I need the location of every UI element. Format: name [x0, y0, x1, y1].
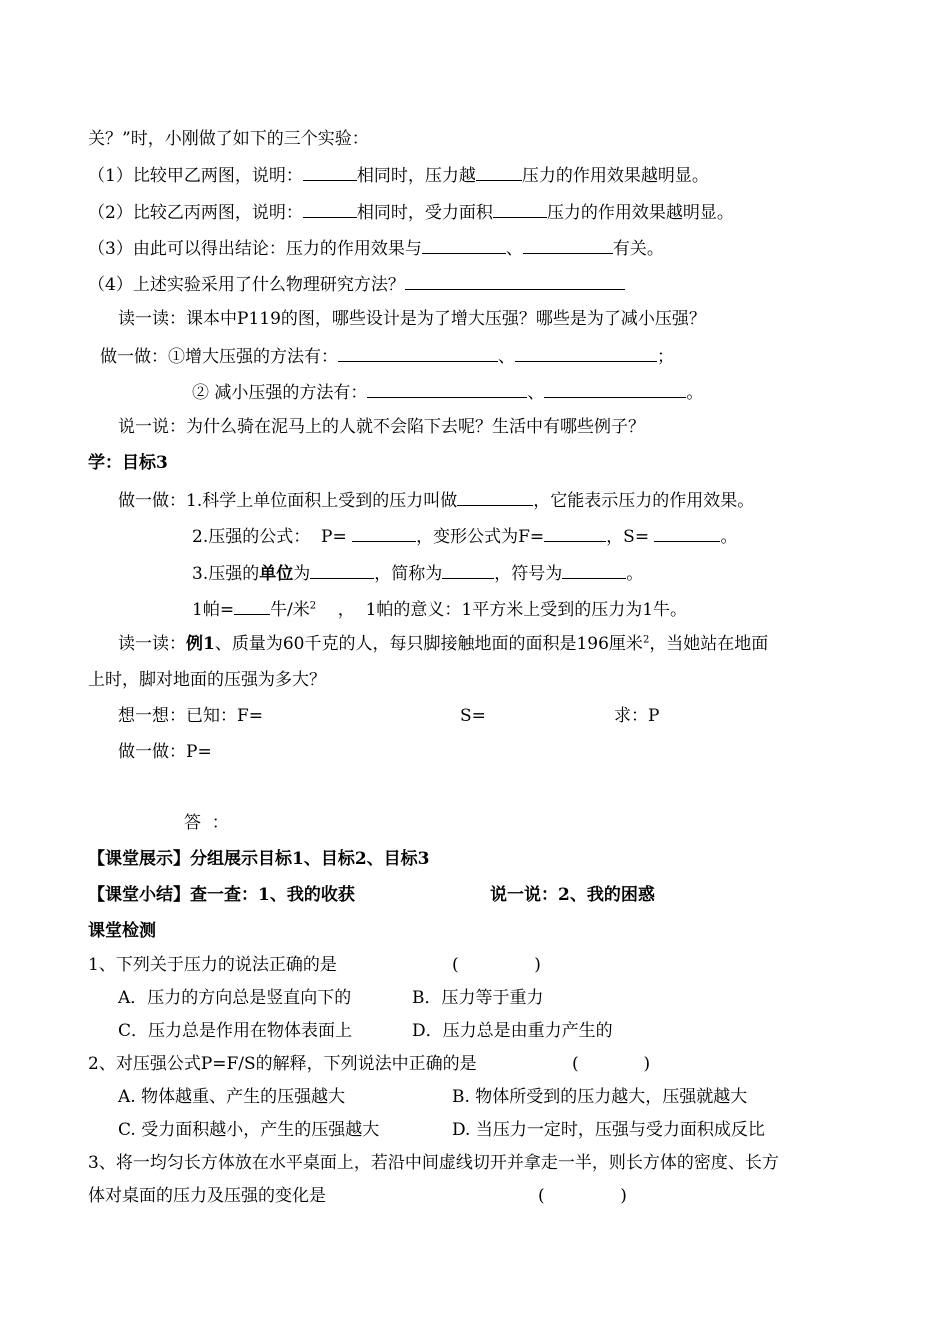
section-heading: 【课堂展示】分组展示目标1、目标2、目标3: [88, 849, 430, 869]
answer-bracket[interactable]: ( ): [452, 955, 541, 975]
blank[interactable]: [303, 163, 357, 181]
option: D．压力总是由重力产生的: [412, 1021, 613, 1041]
question: 3、将一均匀长方体放在水平桌面上，若沿中间虚线切开并拿走一半，则长方体的密度、长方: [88, 1153, 779, 1173]
blank[interactable]: [476, 163, 522, 181]
blank[interactable]: [367, 380, 527, 398]
option: A．压力的方向总是竖直向下的: [118, 988, 352, 1008]
blank[interactable]: [352, 524, 416, 542]
text-line: 1帕= 牛/米$^2$ ， 1帕的意义：1平方米上受到的压力为1牛。: [192, 597, 687, 621]
text-line: 求：P: [614, 706, 660, 726]
text-line: 读一读：课本中P119的图，哪些设计是为了增大压强？哪些是为了减小压强？: [118, 309, 706, 329]
text-line: 说一说：为什么骑在泥马上的人就不会陷下去呢？生活中有哪些例子？: [118, 417, 645, 437]
blank[interactable]: [442, 561, 494, 579]
text-line: 2.压强的公式： P= ，变形公式为F= ，S= 。: [192, 524, 737, 548]
option: B. 物体所受到的压力越大，压强就越大: [452, 1087, 748, 1107]
blank[interactable]: [493, 200, 547, 218]
option: C．压力总是作用在物体表面上: [118, 1021, 353, 1041]
text-line: 上时，脚对地面的压强为多大？: [88, 670, 326, 690]
blank[interactable]: [654, 524, 720, 542]
option: D. 当压力一定时，压强与受力面积成反比: [452, 1120, 765, 1140]
blank[interactable]: [405, 272, 625, 290]
blank[interactable]: [422, 236, 506, 254]
text-line: 答 ：: [184, 813, 229, 833]
text-line: （3）由此可以得出结论：压力的作用效果与 、 有关。: [88, 236, 664, 260]
blank[interactable]: [457, 488, 533, 506]
blank[interactable]: [234, 597, 270, 615]
text-line: （1）比较甲乙两图，说明： 相同时，压力越 压力的作用效果越明显。: [88, 163, 709, 187]
blank[interactable]: [310, 561, 374, 579]
option: A. 物体越重、产生的压强越大: [118, 1087, 346, 1107]
text-line: 做一做：P=: [118, 742, 212, 762]
blank[interactable]: [303, 200, 357, 218]
text-line: 3.压强的单位为 ，简称为 ，符号为 。: [192, 561, 643, 585]
question: 体对桌面的压力及压强的变化是: [88, 1186, 326, 1206]
option: B．压力等于重力: [412, 988, 544, 1008]
blank[interactable]: [544, 380, 686, 398]
text-line: ② 减小压强的方法有： 、 。: [192, 380, 703, 404]
section-heading: 说一说：2、我的困惑: [490, 885, 655, 905]
blank[interactable]: [338, 344, 498, 362]
section-heading: 课堂检测: [88, 921, 156, 941]
option: C. 受力面积越小，产生的压强越大: [118, 1120, 380, 1140]
text-line: （4）上述实验采用了什么物理研究方法？: [88, 272, 625, 296]
answer-bracket[interactable]: ( ): [538, 1186, 627, 1206]
question: 2、对压强公式P=F/S的解释，下列说法中正确的是: [88, 1054, 477, 1074]
blank[interactable]: [515, 344, 657, 362]
question: 1、下列关于压力的说法正确的是: [88, 955, 337, 975]
answer-bracket[interactable]: ( ): [572, 1054, 651, 1074]
blank[interactable]: [523, 236, 613, 254]
section-heading: 学：目标3: [88, 453, 168, 473]
blank[interactable]: [562, 561, 626, 579]
text-line: 做一做：①增大压强的方法有： 、 ；: [100, 344, 674, 368]
section-heading: 【课堂小结】查一查：1、我的收获: [88, 885, 355, 905]
blank[interactable]: [544, 524, 606, 542]
text-line: 关？”时，小刚做了如下的三个实验：: [88, 129, 369, 149]
text-line: （2）比较乙丙两图，说明： 相同时，受力面积 压力的作用效果越明显。: [88, 200, 734, 224]
text-line: S=: [460, 706, 486, 726]
text-line: 读一读：例1、质量为60千克的人，每只脚接触地面的面积是196厘米$^2$，当她站在地面: [118, 634, 769, 654]
text-line: 想一想：已知：F=: [118, 706, 264, 726]
text-line: 做一做：1.科学上单位面积上受到的压力叫做 ，它能表示压力的作用效果。: [118, 488, 754, 512]
